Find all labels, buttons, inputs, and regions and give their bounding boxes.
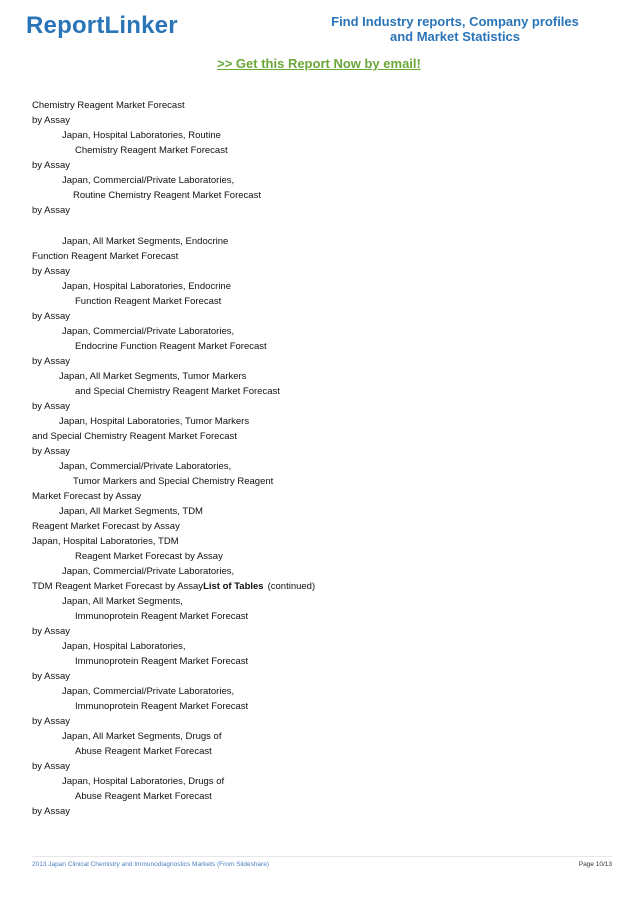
body-line: [62, 175, 234, 187]
heading-continued-note: (continued): [267, 581, 316, 592]
body-line: [62, 236, 228, 248]
body-line: [32, 205, 70, 217]
body-line: [62, 731, 221, 743]
body-line: [32, 716, 70, 728]
body-line: [32, 401, 70, 413]
body-line: [32, 160, 70, 172]
get-report-link[interactable]: >> Get this Report Now by email!: [217, 56, 421, 71]
body-line: [32, 115, 70, 127]
body-line: [75, 611, 248, 623]
body-line: [32, 761, 70, 773]
body-line: [62, 641, 186, 653]
body-line-text: TDM Reagent Market Forecast by Assay: [32, 581, 204, 592]
body-line-text: by Assay: [32, 115, 71, 126]
body-line: [32, 671, 70, 683]
body-line: [32, 311, 70, 323]
body-line-text: by Assay: [32, 671, 71, 682]
body-line-text: Japan, All Market Segments, Endocrine: [62, 236, 229, 247]
body-line: [59, 506, 203, 518]
body-line: [32, 446, 70, 458]
body-line-text: Immunoprotein Reagent Market Forecast: [75, 656, 249, 667]
body-line: [75, 145, 228, 157]
body-line-text: and Special Chemistry Reagent Market Forecast: [32, 431, 237, 442]
body-line-text: Abuse Reagent Market Forecast: [75, 791, 212, 802]
body-line-text: by Assay: [32, 160, 71, 171]
body-line: [73, 190, 261, 202]
body-line-text: by Assay: [32, 626, 71, 637]
body-line: [75, 341, 267, 353]
body-line: [75, 386, 280, 398]
body-line-text: Japan, Commercial/Private Laboratories,: [62, 686, 235, 697]
body-line-text: Tumor Markers and Special Chemistry Reagent: [73, 476, 274, 487]
body-line-text: Immunoprotein Reagent Market Forecast: [75, 611, 249, 622]
body-line: [62, 281, 231, 293]
body-line: [32, 356, 70, 368]
body-line-text: by Assay: [32, 205, 71, 216]
body-line: [59, 416, 249, 428]
body-line: [32, 266, 70, 278]
body-line-text: Reagent Market Forecast by Assay: [32, 521, 180, 532]
body-line-text: Function Reagent Market Forecast: [32, 251, 179, 262]
body-line-text: by Assay: [32, 806, 71, 817]
body-line-text: Japan, Commercial/Private Laboratories,: [62, 326, 235, 337]
body-line-text: and Special Chemistry Reagent Market Forecast: [75, 386, 280, 397]
body-line: [32, 100, 185, 112]
body-line-text: by Assay: [32, 446, 71, 457]
body-line: [32, 536, 179, 548]
body-line: [75, 746, 212, 758]
header-tagline: [330, 14, 580, 44]
body-line: [62, 596, 183, 608]
body-line: [32, 491, 141, 503]
tagline-line-2: and Market Statistics: [389, 29, 521, 44]
body-line-text: Reagent Market Forecast by Assay: [75, 551, 223, 562]
body-line: [62, 566, 234, 578]
body-line-text: Japan, Hospital Laboratories, Routine: [62, 130, 221, 141]
body-line-text: Japan, Commercial/Private Laboratories,: [62, 566, 235, 577]
body-line: [59, 461, 231, 473]
body-line-text: Chemistry Reagent Market Forecast: [32, 100, 185, 111]
body-line-text: Market Forecast by Assay: [32, 491, 142, 502]
body-line: [32, 806, 70, 818]
footer-divider: [32, 856, 612, 857]
body-line: [32, 521, 180, 533]
body-line-text: Japan, Commercial/Private Laboratories,: [62, 175, 235, 186]
footer-source[interactable]: 2013 Japan Clinical Chemistry and Immunodiagnostics Markets (From Slideshare): [32, 861, 269, 868]
body-line: [32, 581, 315, 593]
body-line-text: Immunoprotein Reagent Market Forecast: [75, 701, 249, 712]
page-number: Page 10/13: [578, 861, 612, 868]
body-line-text: Function Reagent Market Forecast: [75, 296, 222, 307]
body-line-text: Abuse Reagent Market Forecast: [75, 746, 212, 757]
body-line-text: Japan, Hospital Laboratories,: [62, 641, 186, 652]
body-line-text: by Assay: [32, 311, 71, 322]
body-line: [75, 791, 212, 803]
body-line-text: Japan, Hospital Laboratories, Endocrine: [62, 281, 231, 292]
reportlinker-logo[interactable]: ReportLinker: [26, 12, 178, 39]
list-of-tables-heading: List of Tables: [203, 581, 264, 592]
body-line: [32, 251, 178, 263]
body-line-text: Endocrine Function Reagent Market Forecast: [75, 341, 267, 352]
body-line-text: Chemistry Reagent Market Forecast: [75, 145, 228, 156]
body-line: [75, 296, 221, 308]
body-line: [32, 626, 70, 638]
body-line-text: by Assay: [32, 401, 71, 412]
body-line-text: Japan, All Market Segments, Drugs of: [62, 731, 222, 742]
body-line: [59, 371, 246, 383]
body-line: [62, 326, 234, 338]
body-line: [62, 776, 224, 788]
body-line-text: Japan, Commercial/Private Laboratories,: [59, 461, 232, 472]
body-line-text: by Assay: [32, 716, 71, 727]
body-line-text: Japan, All Market Segments, TDM: [59, 506, 203, 517]
body-line-text: Japan, Hospital Laboratories, Drugs of: [62, 776, 225, 787]
body-line: [75, 551, 223, 563]
body-line: [75, 701, 248, 713]
body-line-text: Japan, All Market Segments, Tumor Markers: [59, 371, 247, 382]
body-line: [32, 431, 237, 443]
body-line: [62, 686, 234, 698]
body-line-text: Japan, Hospital Laboratories, TDM: [32, 536, 179, 547]
body-line-text: Japan, Hospital Laboratories, Tumor Markers: [59, 416, 250, 427]
body-line-text: by Assay: [32, 761, 71, 772]
tagline-line-1: Find Industry reports, Company profiles: [331, 14, 579, 29]
body-line-text: Routine Chemistry Reagent Market Forecast: [73, 190, 261, 201]
body-line-text: by Assay: [32, 266, 71, 277]
body-line-text: by Assay: [32, 356, 71, 367]
body-line: [73, 476, 273, 488]
body-line: [75, 656, 248, 668]
body-line: [62, 130, 221, 142]
body-line-text: Japan, All Market Segments,: [62, 596, 183, 607]
